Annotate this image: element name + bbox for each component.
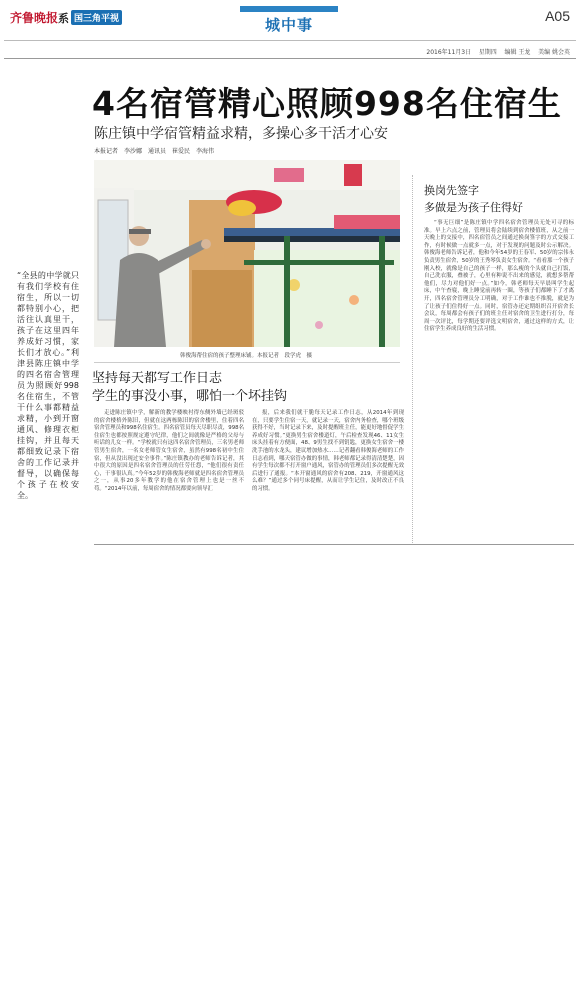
- edition-badge: 国三角平视: [71, 10, 122, 25]
- issue-date: 2016年11月3日: [426, 49, 472, 56]
- section1-title: 坚持每天都写工作日志 学生的事没小事，哪怕一个坏挂钩: [92, 371, 288, 404]
- meta-rule: [4, 58, 576, 59]
- column-divider: [412, 175, 413, 545]
- meta-line: [426, 47, 570, 56]
- article-end-rule: [94, 544, 574, 545]
- article-subheadline: 陈庄镇中学宿管精益求精，多操心多干活才心安: [94, 126, 388, 142]
- article-headline: 4名宿管精心照顾998名住宿生: [92, 84, 562, 123]
- article-byline: 本报记者 李沙娜 通讯员 崔爱民 李海伟: [94, 148, 215, 155]
- article-photo: [94, 160, 400, 347]
- logo-suffix: 系: [58, 12, 70, 25]
- article-column-1: 走进陈庄镇中学，解新的教学楼映衬得东侧外墙已经斑驳的宿舍楼格外陈旧，但就在这两栋陈旧的宿舍楼里，住着四名宿舍管理员和998名住宿生。四名宿管员每天尽职尽责，998名住宿生也都按照规定遵守纪律，他们之间就像是严格的父母与听话的儿女一样。“学校就只有这四名宿舍管理员，三名男老师管男生宿舍，一名女老师管女生宿舍，虽然有998名初中生住宿，但从没出现过安全事件。”陈庄镇教办的老师告诉记者，其中很大的原因是四名宿舍管理员的任劳任怨，“他们很有责任心，干事很认真。”今年52岁的韩俊海老师就是四名宿舍管理员之一，从事20多年教学的他在宿舍管理上也是一丝不苟。“2014年以前，每周宿舍的情况都要向领导汇: [94, 410, 244, 492]
- article-column-2: 报，后来我们就干脆每天记录工作日志，从2014年到现在，只要学生住宿一天，就记录一天，宿舍内务检查，哪个班级获得不好，当时记录下来，及时提醒班主任，能更好地督促学生养成好习惯。”更换男生宿舍楼道灯，午后检查发现46、11女生床头挂着有方便面，48、9男生找不到钥匙，更换女生宿舍一楼洗手池的水龙头，建议增加热水……记者翻看韩俊海老师的工作日志看到，哪天宿管办做的事情，韩老师都记录得清清楚楚，因有学生每次都不打开窗户通风，宿管办的管理员们多次提醒无效后进行了通报。“本开窗通风的宿舍有208、219，开窗通风这么难？”通过多个同号床提醒，从而让学生记住，及时改正不良的习惯。: [252, 410, 404, 492]
- section-tab: [240, 0, 338, 38]
- logo-text: 齐鲁晚报: [10, 11, 59, 25]
- header-rule: [4, 40, 576, 41]
- newspaper-logo: [10, 9, 122, 26]
- section-tab-bar: [240, 6, 338, 12]
- page-header: [0, 0, 580, 38]
- caption-rule: [94, 362, 400, 363]
- editor-credit: 编辑 王龙: [504, 49, 531, 56]
- article-column-3: “事无巨细”是陈庄镇中学四名宿舍管理员无处可寻的标准。早上六点之前，管理员将会陆续到宿舍楼值班，从之前一天晚上的交接中，四名宿管员之间通过换岗签字的方式交接工作，有时候做一点就多一点，对于发现的问题及时公示解决。韩俊海老师告诉记者，他和今年54岁的王春军、50岁的宗伟永负责男生宿舍，50岁的王秀琴负责女生宿舍。“看看那一个孩子刚入校，就像是自己的孩子一样，那么瘦的个头就自己打饭，自己洗衣服，叠被子，心里有种说不出来的感觉，就想多帮帮他们，尽力对他们好一点。”如今，韩老师每天早晨叫学生起床，中午查寝，晚上睡觉前再转一圈，等孩子们都睡下了才离开，四名宿舍管理员分工明确，对于工作谁也不推脱，就是为了让孩子们住得好一点。同时，宿管办还定期组织召开宿舍长会议，每周都会有孩子们的班主任对宿舍的卫生进行打分，每周一次评比，每学期还要评选文明宿舍，通过这样的方式，让住宿学生养成良好的生活习惯。: [424, 220, 574, 333]
- designer-credit: 美编 姚会英: [538, 49, 570, 56]
- section2-title: 换岗先签字 多做是为孩子住得好: [424, 184, 523, 214]
- section-tab-label: 城中事: [264, 16, 313, 34]
- sidebar-lede: “全县的中学就只有我们学校有住宿生，所以一切都特别小心，把活往认真里干，孩子在这里四年养成好习惯，家长们才放心。”利津县陈庄镇中学的四名宿舍管理员为照顾好998名住宿生，不管干什么事都精益求精，小到开窗通风、修理衣柜挂钩，并且每天都细致记录下宿舍的工作记录并督导，以确保每个孩子在校安全。: [17, 271, 79, 500]
- issue-weekday: 星期四: [478, 49, 497, 56]
- page-number: A05: [545, 8, 570, 24]
- dormitory-photo-illustration: [94, 160, 400, 347]
- photo-caption: 韩俊海帮住宿的孩子整理床铺。本报记者 段学虎 摄: [180, 353, 313, 359]
